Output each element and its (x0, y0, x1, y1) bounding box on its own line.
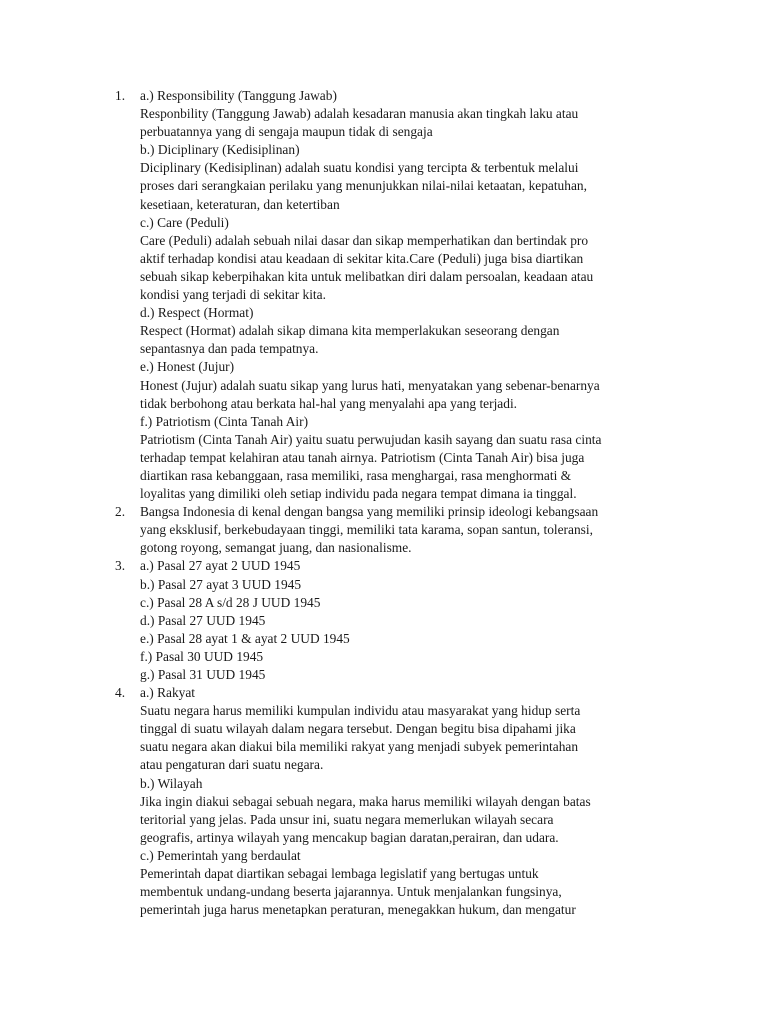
subheading: f.) Patriotism (Cinta Tanah Air) (140, 413, 309, 429)
text-line: b.) Pasal 27 ayat 3 UUD 1945 (140, 576, 302, 592)
list-item (0, 684, 660, 919)
text-line: Respect (Hormat) adalah sikap dimana kita memperlakukan seseorang dengan (140, 323, 560, 339)
text-line: Bangsa Indonesia di kenal dengan bangsa yang memiliki prinsip ideologi kebangsaan (140, 504, 599, 520)
text-line: sepantasnya dan pada tempatnya. (140, 341, 319, 357)
list-number: 3. (115, 558, 126, 574)
answer-list (0, 87, 768, 919)
text-line: c.) Pasal 28 A s/d 28 J UUD 1945 (140, 594, 321, 610)
text-line: gotong royong, semangat juang, dan nasionalisme. (140, 540, 412, 556)
text-line: f.) Pasal 30 UUD 1945 (140, 648, 264, 664)
text-line: Patriotism (Cinta Tanah Air) yaitu suatu perwujudan kasih sayang dan suatu rasa cinta (140, 431, 602, 447)
list-item (0, 557, 660, 684)
text-line: Pemerintah dapat diartikan sebagai lembaga legislatif yang bertugas untuk (140, 866, 539, 882)
text-line: tinggal di suatu wilayah dalam negara tersebut. Dengan begitu bisa dipahami jika (140, 721, 576, 737)
text-line: perbuatannya yang di sengaja maupun tidak di sengaja (140, 124, 433, 140)
text-line: Diciplinary (Kedisiplinan) adalah suatu kondisi yang tercipta & terbentuk melalui (140, 160, 579, 176)
text-line: Responbility (Tanggung Jawab) adalah kesadaran manusia akan tingkah laku atau (140, 106, 579, 122)
text-line: Care (Peduli) adalah sebuah nilai dasar dan sikap memperhatikan dan bertindak pro (140, 232, 589, 248)
text-line: g.) Pasal 31 UUD 1945 (140, 667, 266, 682)
subheading: a.) Responsibility (Tanggung Jawab) (140, 88, 337, 103)
text-line: Jika ingin diakui sebagai sebuah negara, maka harus memiliki wilayah dengan batas (140, 793, 591, 809)
text-line: pemerintah juga harus menetapkan peraturan, menegakkan hukum, dan mengatur (140, 902, 576, 918)
text-line: Suatu negara harus memiliki kumpulan individu atau masyarakat yang hidup serta (140, 703, 581, 719)
text-line: d.) Pasal 27 UUD 1945 (140, 612, 266, 628)
list-item (0, 87, 660, 503)
subheading: a.) Rakyat (140, 685, 196, 701)
subheading: d.) Respect (Hormat) (140, 305, 254, 321)
list-number: 4. (115, 685, 126, 701)
text-line: atau pengaturan dari suatu negara. (140, 757, 324, 773)
text-line: e.) Pasal 28 ayat 1 & ayat 2 UUD 1945 (140, 630, 350, 646)
text-line: diartikan rasa kebanggaan, rasa memiliki, rasa menghargai, rasa menghormati & (140, 467, 572, 483)
subheading: c.) Care (Peduli) (140, 214, 229, 230)
text-line: yang eksklusif, berkebudayaan tinggi, memiliki tata karama, sopan santun, toleransi, (140, 522, 593, 538)
text-line: a.) Pasal 27 ayat 2 UUD 1945 (140, 558, 301, 574)
text-line: proses dari serangkaian perilaku yang menunjukkan nilai-nilai ketaatan, kepatuhan, (140, 178, 587, 194)
text-line: geografis, artinya wilayah yang mencakup bagian daratan,perairan, dan udara. (140, 829, 559, 845)
text-line: membentuk undang-undang beserta jajarannya. Untuk menjalankan fungsinya, (140, 884, 562, 900)
text-line: loyalitas yang dimiliki oleh setiap individu pada negara tempat dimana ia tinggal. (140, 486, 577, 502)
text-line: terhadap tempat kelahiran atau tanah airnya. Patriotism (Cinta Tanah Air) bisa juga (140, 449, 585, 465)
subheading: e.) Honest (Jujur) (140, 359, 235, 375)
text-line: kesetiaan, keteraturan, dan ketertiban (140, 196, 340, 212)
text-line: Honest (Jujur) adalah suatu sikap yang lurus hati, menyatakan yang sebenar-benarnya (140, 377, 600, 393)
list-item (0, 503, 660, 557)
text-line: sebuah sikap keberpihakan kita untuk melibatkan diri dalam persoalan, keadaan atau (140, 268, 594, 284)
list-number: 1. (115, 88, 126, 103)
text-line: teritorial yang jelas. Pada unsur ini, suatu negara memerlukan wilayah secara (140, 811, 554, 827)
subheading: b.) Diciplinary (Kedisiplinan) (140, 142, 300, 158)
text-line: tidak berbohong atau berkata hal-hal yang menyalahi apa yang terjadi. (140, 395, 518, 411)
subheading: b.) Wilayah (140, 775, 203, 791)
list-number: 2. (115, 504, 126, 520)
text-line: suatu negara akan diakui bila memiliki rakyat yang menjadi subyek pemerintahan (140, 739, 579, 755)
text-line: kondisi yang terjadi di sekitar kita. (140, 287, 326, 303)
document-page (0, 87, 768, 919)
subheading: c.) Pemerintah yang berdaulat (140, 847, 301, 863)
text-line: aktif terhadap kondisi atau keadaan di sekitar kita.Care (Peduli) juga bisa diartikan (140, 250, 584, 266)
